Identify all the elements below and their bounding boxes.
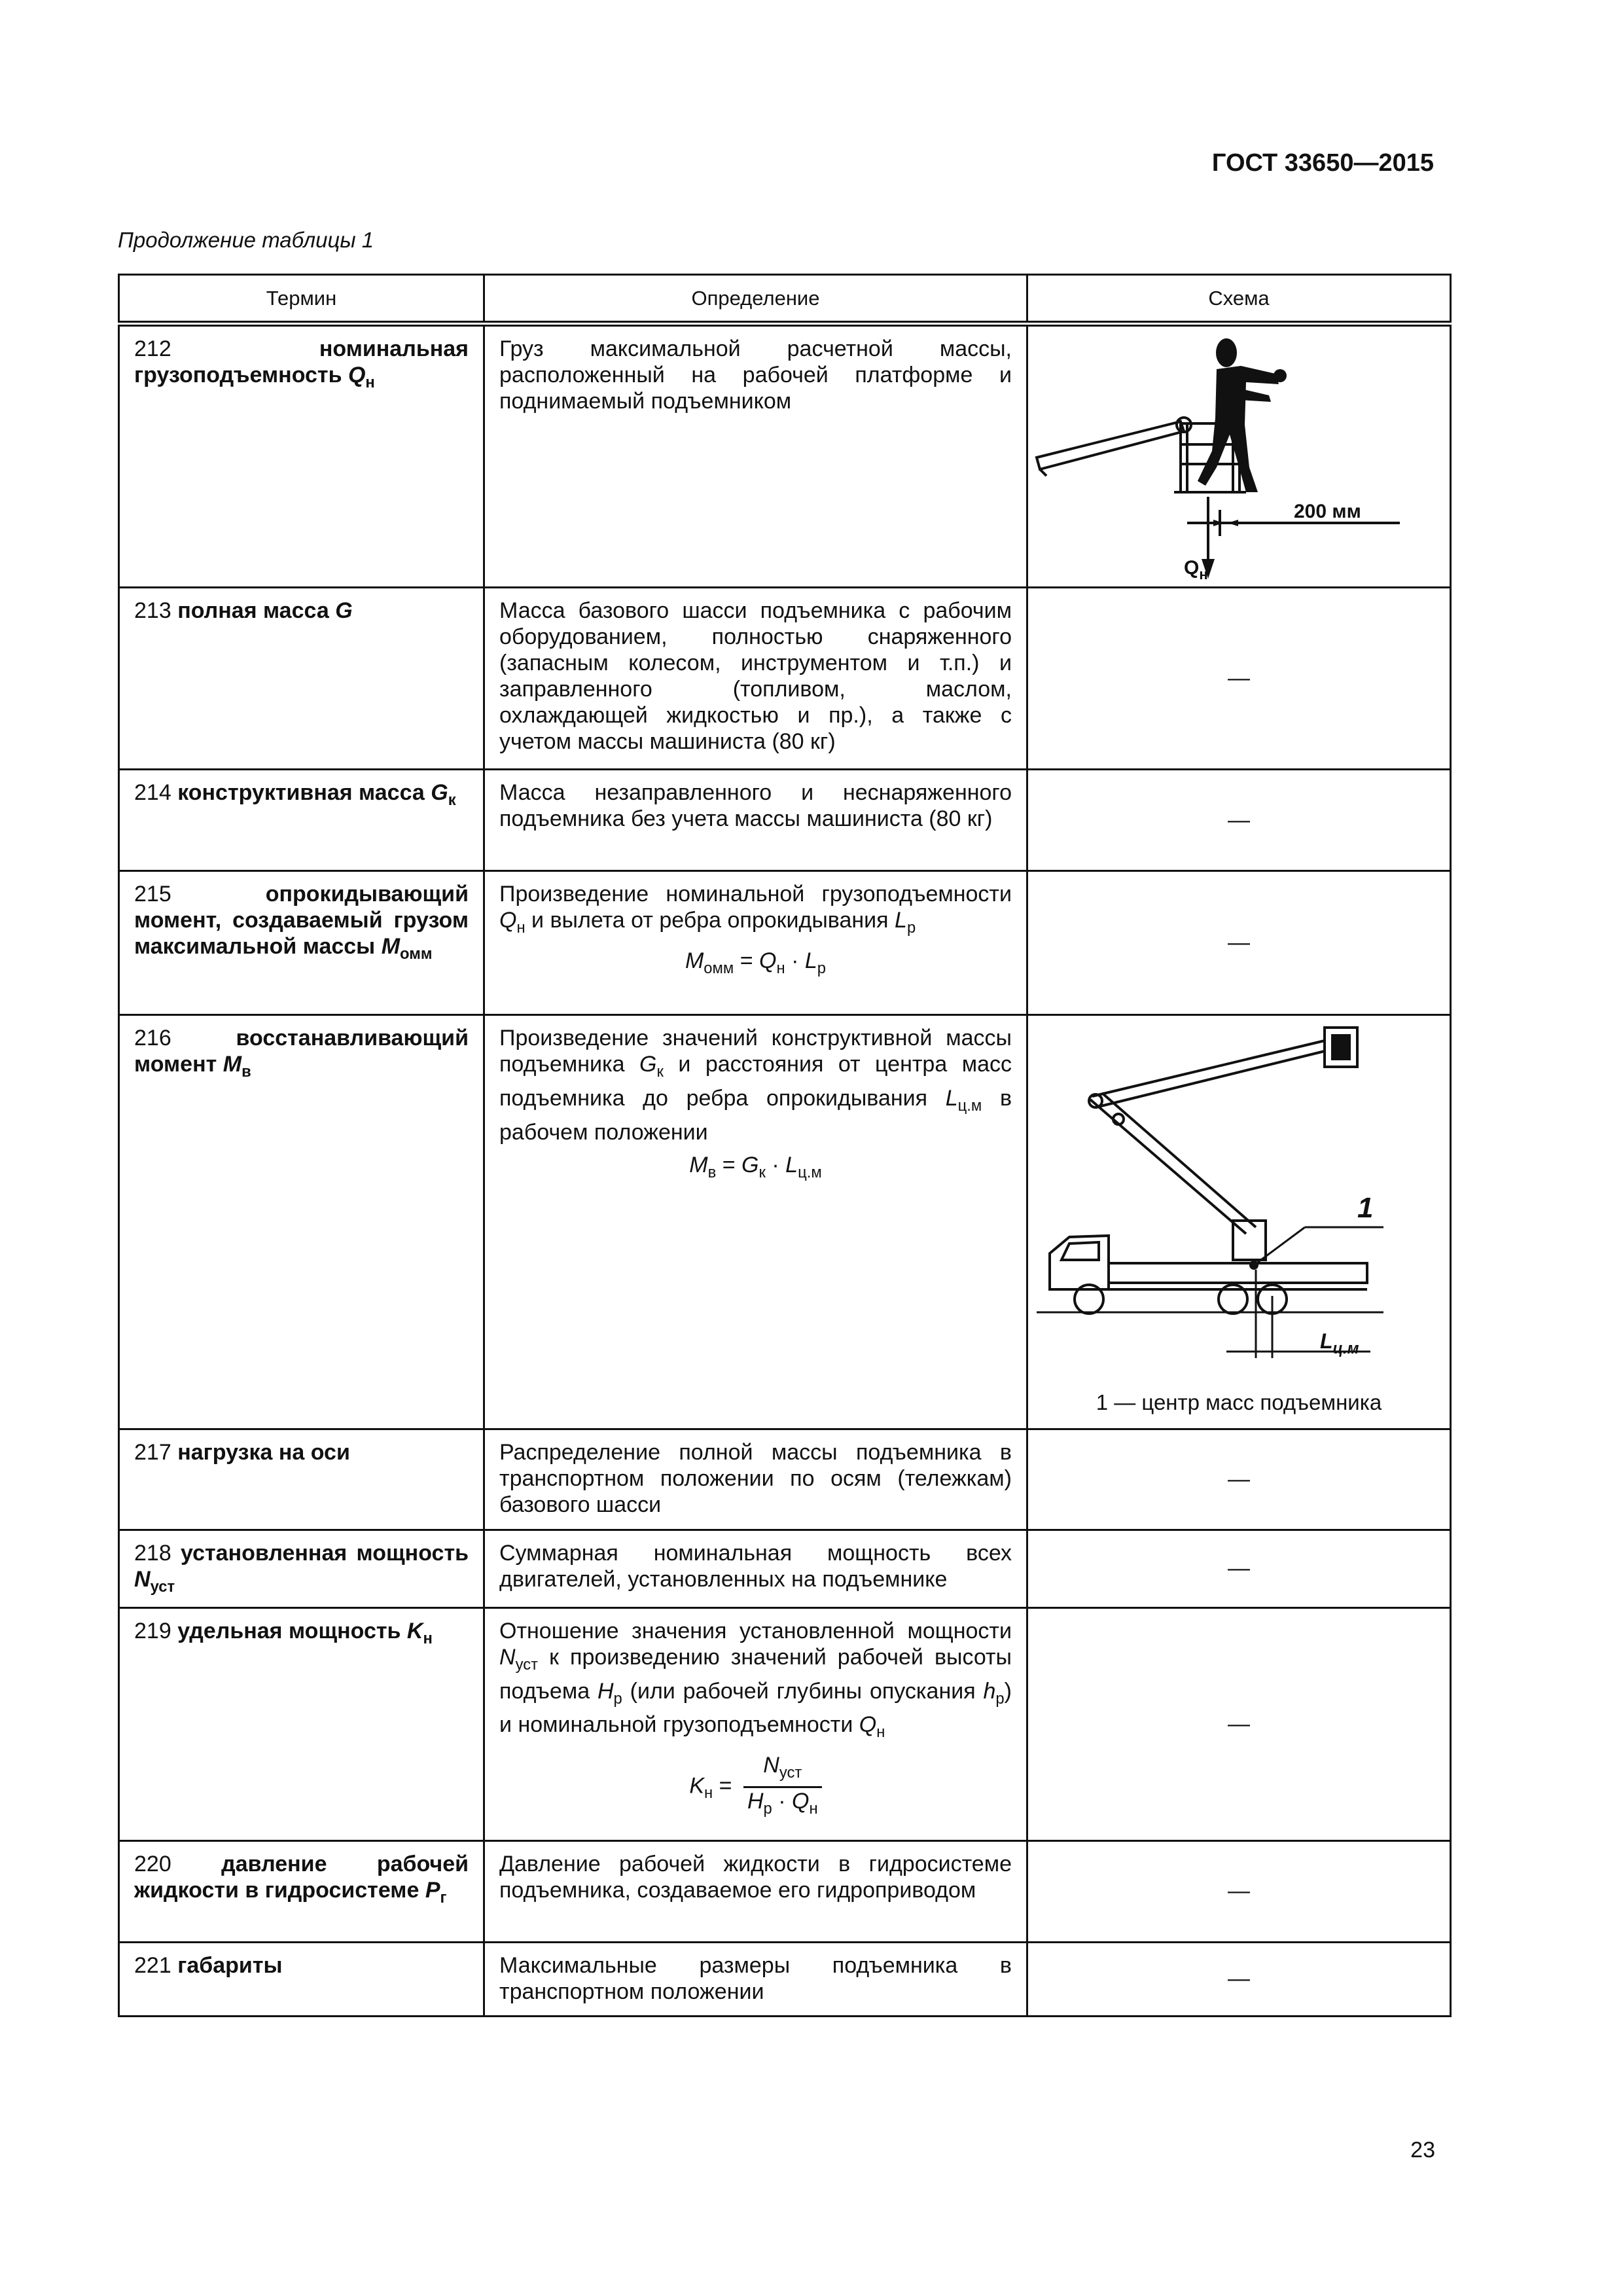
standard-code: ГОСТ 33650—2015 [1211, 149, 1434, 177]
scheme-empty-dash: — [1027, 871, 1451, 1015]
scheme-empty-dash: — [1027, 1840, 1451, 1942]
force-label: $Q_н$ [1184, 557, 1208, 583]
definition-cell: Груз максимальной расчетной массы, расположенный на рабочей платформе и поднимаемый подъемником [484, 324, 1027, 588]
column-header-scheme: Схема [1027, 275, 1451, 324]
formula: $M_в = G_к \cdot L_{ц.м}$ [689, 1152, 822, 1181]
page-number: 23 [1410, 2138, 1435, 2162]
definition-cell: Масса базового шасси подъемника с рабочим оборудованием, полностью снаряженного (запасным колесом, инструментом и т.п.) и заправленного (топливом, маслом, охлаждающей жидкостью и пр.), а также с учетом массы машиниста (80 кг) [484, 588, 1027, 770]
scheme-empty-dash: — [1027, 1530, 1451, 1608]
formula: $K_н$ = $\frac{N_{уст}}{H_р \cdot Q_н}$ [499, 1752, 1012, 1822]
table-header-row [119, 275, 1451, 324]
term-cell: 213 полная масса G [119, 588, 484, 770]
dimension-label: $L_{ц.м}$ [1320, 1329, 1359, 1357]
column-header-term: Термин [119, 275, 484, 324]
term-cell: 212 номинальная грузоподъемность $Q_н$ [119, 324, 484, 588]
definition-cell: Суммарная номинальная мощность всех двигателей, установленных на подъемнике [484, 1530, 1027, 1608]
definition-cell: Давление рабочей жидкости в гидросистеме подъемника, создаваемое его гидроприводом [484, 1840, 1027, 1942]
table-row [119, 1015, 1451, 1429]
fraction: $\frac{N_{уст}}{H_р \cdot Q_н}$ [743, 1752, 822, 1822]
definition-cell: Распределение полной массы подъемника в транспортном положении по осям (тележкам) базового шасси [484, 1429, 1027, 1530]
table-row [119, 770, 1451, 871]
term-cell: 221 габариты [119, 1942, 484, 2016]
figure-legend: 1 — центр масс подъемника [1096, 1390, 1382, 1414]
table-row [119, 1429, 1451, 1530]
scheme-empty-dash: — [1027, 770, 1451, 871]
term-cell: 218 установленная мощность $N_{уст}$ [119, 1530, 484, 1608]
definition-cell: Произведение номинальной грузоподъемности $Q_н$ и вылета от ребра опрокидывания $L_р$ $M_{омм} = Q_н \cdot L_р$ [484, 871, 1027, 1015]
table-row [119, 1840, 1451, 1942]
scheme-empty-dash: — [1027, 1607, 1451, 1840]
definition-cell: Максимальные размеры подъемника в транспортном положении [484, 1942, 1027, 2016]
scheme-cell [1027, 1015, 1451, 1429]
term-cell: 215 опрокидывающий момент, создаваемый грузом максимальной массы $M_{омм}$ [119, 871, 484, 1015]
definition-cell: Масса незаправленного и неснаряженного подъемника без учета массы машиниста (80 кг) [484, 770, 1027, 871]
table-caption: Продолжение таблицы 1 [118, 228, 374, 252]
term-cell: 217 нагрузка на оси [119, 1429, 484, 1530]
dimension-label: 200 мм [1294, 501, 1361, 522]
definition-cell: Произведение значений конструктивной массы подъемника $G_к$ и расстояния от центра масс подъемника до ребра опрокидывания $L_{ц.м}$ в рабочем положении $M_в = G_к \cdot L_{ц.м}$ [484, 1015, 1027, 1429]
scheme-cell [1027, 324, 1451, 588]
center-of-mass-marker: 1 [1357, 1192, 1374, 1224]
table-row [119, 1942, 1451, 2016]
scheme-empty-dash: — [1027, 588, 1451, 770]
truck-lift-diagram [1030, 1021, 1449, 1388]
scheme-empty-dash: — [1027, 1429, 1451, 1530]
scheme-empty-dash: — [1027, 1942, 1451, 2016]
definition-cell: Отношение значения установленной мощности $N_{уст}$ к произведению значений рабочей высоты подъема $H_р$ (или рабочей глубины опускания $h_р$) и номинальной грузоподъемности $Q_н$ $K_н$ = $\frac{N_{уст}}{H_р \cdot Q_н}$ [484, 1607, 1027, 1840]
term-cell: 214 конструктивная масса $G_к$ [119, 770, 484, 871]
table-row [119, 324, 1451, 588]
aerial-platform-worker-diagram [1030, 327, 1449, 588]
table-row [119, 1530, 1451, 1608]
table-row [119, 871, 1451, 1015]
formula: $M_{омм} = Q_н \cdot L_р$ [685, 948, 827, 977]
column-header-definition: Определение [484, 275, 1027, 324]
term-cell: 219 удельная мощность $K_н$ [119, 1607, 484, 1840]
term-cell: 220 давление рабочей жидкости в гидросистеме $P_г$ [119, 1840, 484, 1942]
table-row [119, 1607, 1451, 1840]
terms-table [118, 274, 1452, 2017]
table-row [119, 588, 1451, 770]
term-cell: 216 восстанавливающий момент $M_в$ [119, 1015, 484, 1429]
